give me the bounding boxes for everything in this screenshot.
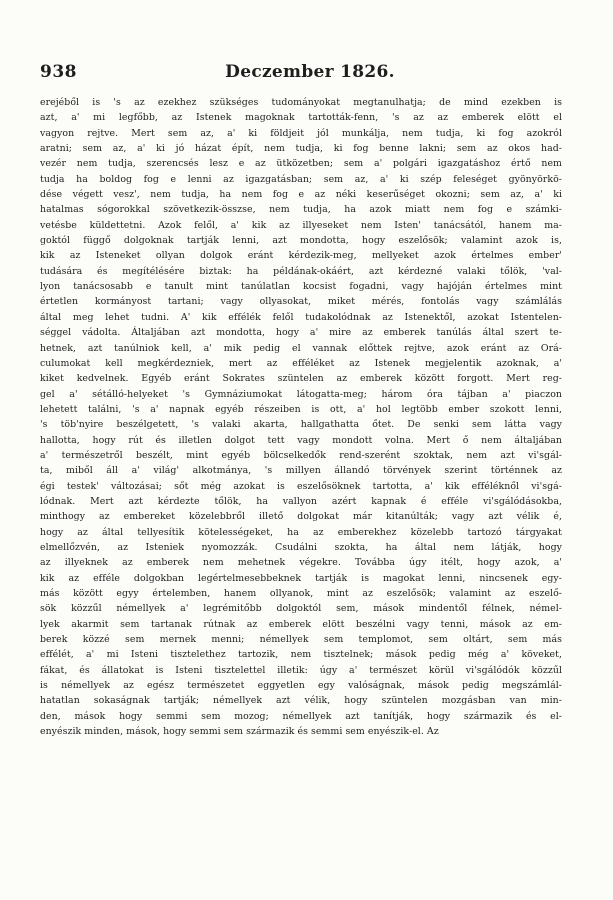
body-text [40, 95, 562, 739]
text-line: hetnek, azt tanúlniok kell, a' mik pedig el vannak előttek rejtve, azok eránt az Orá- [40, 342, 562, 354]
text-line: lehetett találni, 's a' napnak egyéb részeiben is ott, a' hol legtöbb ember szokott lenni, [40, 403, 562, 415]
text-line: sök közzűl némellyek a' legrémitőbb dolgoktól sem, mások mindentől félnek, némel- [40, 603, 562, 615]
text-line: ta, miből áll a' világ' alkotmánya, 's millyen állandó törvények szerint történnek az [40, 465, 562, 477]
text-line: erejéből is 's az ezekhez szükséges tudományokat megtanulhatja; de mind ezekben is [40, 97, 562, 108]
text-line: aratni; sem az, a' ki jó házat épít, nem tudja, ki fog benne lakni; sem az okos had- [40, 143, 562, 155]
text-line: által meg lehet tudni. A' kik effélék felől tudakolódnak az Istenektől, azokat Istentelen- [40, 311, 562, 323]
text-line: fákat, és állatokat is Isteni tisztelettel illetik: úgy a' természet körül vi'sgálódók közzűl [40, 664, 562, 676]
text-line: lyon tanácsosabb e tanult mint tanúlatlan kocsist fogadni, vagy hajóján értelmes mint [40, 281, 562, 293]
text-line: séggel vádolta. Általjában azt mondotta, hogy a' mire az emberek tanúlás által szert te- [40, 327, 562, 339]
text-line: is némellyek az egész természetet eggyetlen egy valóságnak, mások pedig megszámlál- [40, 680, 562, 692]
text-line: hallotta, hogy rút és illetlen dolgot tett vagy mondott volna. Mert ő nem általjában [40, 434, 562, 446]
text-line: minthogy az embereket közelebbről illető dolgokat már kitanúlták; vagy azt vélik é, [40, 511, 562, 523]
text-line: vezér nem tudja, szerencsés lesz e az ütközetben; sem a' polgári igazgatáshoz értő nem [40, 158, 562, 170]
text-line: gel a' sétálló-helyeket 's Gymnáziumokat látogatta-meg; három óra tájban a' piaczon [40, 388, 562, 400]
text-line: dése végett vesz', nem tudja, ha nem fog e az néki keserűséget okozni; sem az, a' ki [40, 189, 562, 201]
text-line: tudására és megítélésére biztak: ha példának-okáért, azt kérdezné valaki tőlök, 'val- [40, 265, 562, 277]
text-line: kiket kedvelnek. Egyéb eránt Sokrates szüntelen az emberek között forgott. Mert reg- [40, 373, 562, 385]
text-line: értetlen kormányost tartani; vagy ollyasokat, miket mérés, fontolás vagy számlálás [40, 296, 562, 308]
text-line: tudja ha boldog fog e lenni az igazgatásban; sem az, a' ki szép feleséget gyönyörkö- [40, 173, 562, 185]
text-line: hatatlan sokaságnak tartják; némellyek azt vélik, hogy szüntelen mozgásban van min- [40, 695, 562, 707]
page-number: 938 [40, 62, 77, 82]
text-line: más között egyy értelemben, hanem ollyanok, mint az eszelősök; valamint az eszelő- [40, 588, 562, 599]
text-line: hogy az által tellyesítik kötelességeket, ha az emberekhez közelebb tartozó tárgyakat [40, 526, 562, 538]
text-line: 's töb'nyire beszélgetett, 's valaki akarta, hallgathatta őtet. De senki sem látta vagy [40, 419, 562, 431]
text-line: goktól függő dolgoknak tartják lenni, azt mondotta, hogy eszelősök; valamint azok is, [40, 235, 562, 247]
text-line: effélét, a' mi Isteni tisztelethez tartozik, nem tisztelnek; mások pedig még a' köveket, [40, 649, 562, 661]
text-line: lódnak. Mert azt kérdezte tőlök, ha vallyon azért kapnak é efféle vi'sgálódásokba, [40, 495, 562, 507]
text-line: vagyon rejtve. Mert sem az, a' ki földjeit jól munkálja, nem tudja, ki fog azokról [40, 127, 562, 139]
text-line: azt, a' mi legfőbb, az Istenek magoknak tartották-fenn, 's az az emberek elött el [40, 112, 562, 124]
text-line: kik az efféle dolgokban legértelmesebbeknek tartják is magokat lenni, nincsenek egy- [40, 572, 562, 584]
text-line: elmellőzvén, az Isteniek nyomozzák. Csudálni szokta, ha által nem látják, hogy [40, 541, 562, 553]
text-line: culumokat kell megkérdezniek, mert az efféléket az Istenek megjelentik azoknak, a' [40, 357, 562, 369]
text-line: kik az Isteneket ollyan dolgok eránt kérdezik-meg, mellyeket azok értelmes ember' [40, 250, 562, 262]
running-title: Deczember 1826. [225, 62, 395, 82]
text-line: den, mások hogy semmi sem mozog; némellyek azt tanítják, hogy származik és el- [40, 710, 562, 722]
text-line: enyészik minden, mások, hogy semmi sem származik és semmi sem enyészik-el. Az [40, 726, 439, 738]
text-line: égi testek' változásai; sőt még azokat is eszelősöknek tartotta, a' kik efféléknől vi'sgá- [40, 480, 562, 492]
text-line: a' természetről beszélt, mint egyéb bölcselkedők rend-szerént szoktak, nem azt vi'sgál- [40, 449, 562, 461]
text-line: berek közzé sem mernek menni; némellyek sem templomot, sem oltárt, sem más [40, 634, 562, 646]
text-line: vetésbe küldettetni. Azok felől, a' kik az illyeseket nem Isten' tanácsától, hanem ma- [40, 219, 562, 231]
text-line: az illyeknek az emberek nem mehetnek végekre. Továbba úgy itélt, hogy azok, a' [40, 557, 562, 569]
text-line: lyek akarmit sem tartanak rútnak az emberek elött beszélni vagy tenni, mások az em- [40, 618, 562, 630]
page-header [40, 62, 580, 86]
text-line: hatalmas sógorokkal szövetkezik-összse, nem tudja, ha azok miatt nem fog e számki- [40, 204, 562, 216]
